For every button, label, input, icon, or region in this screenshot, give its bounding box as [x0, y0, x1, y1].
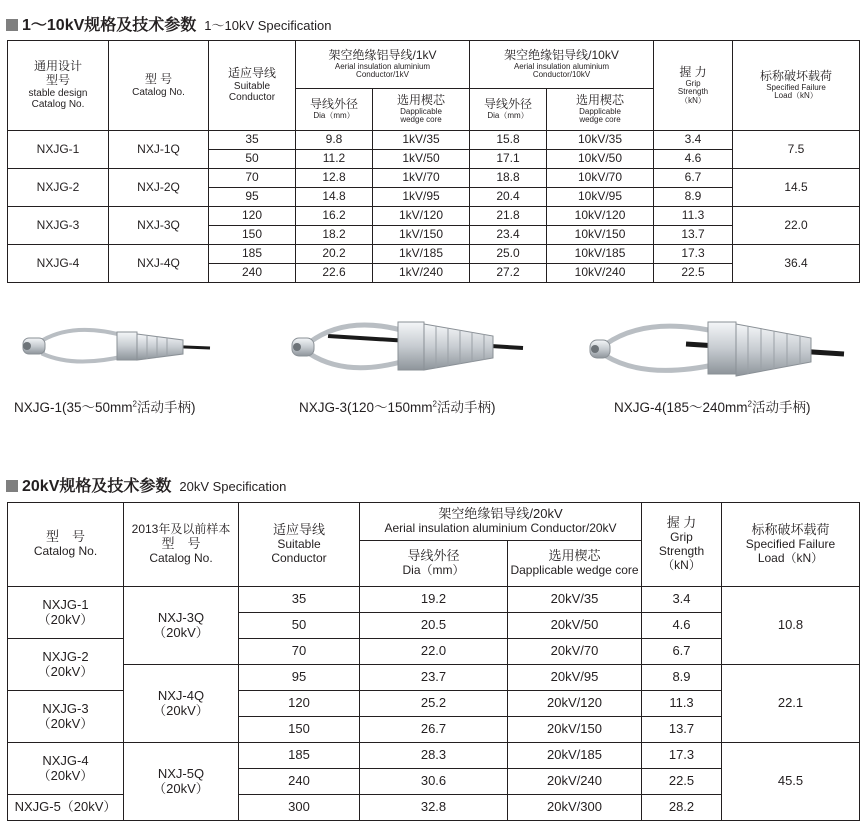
- dia-10kv-cell: 25.0: [470, 245, 547, 264]
- wedge-10kv-cell: 10kV/150: [547, 226, 654, 245]
- wedge-cell: 20kV/120: [508, 691, 642, 717]
- header-failure-load: 标称破坏载荷 Specified Failure Load（kN）: [722, 503, 860, 587]
- grip-cell: 22.5: [654, 264, 733, 283]
- header-group-10kv: 架空绝缘铝导线/10kV Aerial insulation aluminium Conductor/10kV: [470, 41, 654, 89]
- catalog-no-cell: NXJG-1 （20kV）: [8, 587, 124, 639]
- wedge-1kv-cell: 1kV/50: [373, 150, 470, 169]
- wedge-10kv-cell: 10kV/95: [547, 188, 654, 207]
- conductor-cell: 120: [209, 207, 296, 226]
- wedge-10kv-cell: 10kV/240: [547, 264, 654, 283]
- conductor-cell: 240: [239, 769, 360, 795]
- wedge-1kv-cell: 1kV/185: [373, 245, 470, 264]
- dia-cell: 32.8: [360, 795, 508, 821]
- dia-10kv-cell: 20.4: [470, 188, 547, 207]
- catalog-no-cell: NXJ-3Q: [109, 207, 209, 245]
- wedge-10kv-cell: 10kV/50: [547, 150, 654, 169]
- conductor-cell: 35: [209, 131, 296, 150]
- dia-1kv-cell: 11.2: [296, 150, 373, 169]
- grip-cell: 6.7: [654, 169, 733, 188]
- dia-10kv-cell: 23.4: [470, 226, 547, 245]
- wedge-1kv-cell: 1kV/95: [373, 188, 470, 207]
- dia-1kv-cell: 18.2: [296, 226, 373, 245]
- dia-10kv-cell: 18.8: [470, 169, 547, 188]
- conductor-cell: 300: [239, 795, 360, 821]
- section-marker-icon: [6, 19, 18, 31]
- nxjg-4-caption: NXJG-$4(185\sim 240mm^2$活动手柄): [614, 399, 811, 415]
- dia-cell: 28.3: [360, 743, 508, 769]
- grip-cell: 13.7: [654, 226, 733, 245]
- dia-cell: 23.7: [360, 665, 508, 691]
- table-row: [8, 131, 860, 150]
- section1-title-zh: 1～10kV规格及技术参数: [22, 17, 197, 34]
- header-failure-load: 标称破坏载荷 Specified Failure Load（kN）: [733, 41, 860, 131]
- spec-table-20kv: [7, 502, 860, 821]
- conductor-cell: 185: [209, 245, 296, 264]
- table-row: [8, 587, 860, 613]
- section2-title-en: 20kV Specification: [179, 479, 287, 494]
- wedge-10kv-cell: 10kV/120: [547, 207, 654, 226]
- table-row: [8, 665, 860, 691]
- grip-cell: 11.3: [654, 207, 733, 226]
- wedge-cell: 20kV/240: [508, 769, 642, 795]
- wedge-cell: 20kV/50: [508, 613, 642, 639]
- catalog-no-cell: NXJ-1Q: [109, 131, 209, 169]
- design-no-cell: NXJG-2: [8, 169, 109, 207]
- wedge-cell: 20kV/300: [508, 795, 642, 821]
- section2-title: [6, 473, 286, 496]
- wedge-10kv-cell: 10kV/70: [547, 169, 654, 188]
- nxjg-4-clamp-image: [586, 314, 848, 386]
- table-row: [8, 207, 860, 226]
- failure-load-cell: 22.1: [722, 665, 860, 743]
- dia-1kv-cell: 16.2: [296, 207, 373, 226]
- grip-cell: 6.7: [642, 639, 722, 665]
- wedge-cell: 20kV/70: [508, 639, 642, 665]
- nxjg-3-caption: NXJG-$3(120\sim 150mm^2$活动手柄): [299, 399, 496, 415]
- conductor-cell: 70: [209, 169, 296, 188]
- dia-10kv-cell: 15.8: [470, 131, 547, 150]
- grip-cell: 4.6: [654, 150, 733, 169]
- dia-1kv-cell: 20.2: [296, 245, 373, 264]
- dia-cell: 25.2: [360, 691, 508, 717]
- dia-cell: 19.2: [360, 587, 508, 613]
- dia-cell: 26.7: [360, 717, 508, 743]
- wedge-cell: 20kV/35: [508, 587, 642, 613]
- spec-table-1-10kv: [7, 40, 860, 283]
- header-group-1kv: 架空绝缘铝导线/1kV Aerial insulation aluminium Conductor/1kV: [296, 41, 470, 89]
- section2-title-zh: 20kV规格及技术参数: [22, 478, 172, 495]
- header-group-20kv: 架空绝缘铝导线/20kV Aerial insulation aluminium Conductor/20kV: [360, 503, 642, 541]
- catalog-no-cell: NXJG-5（20kV）: [8, 795, 124, 821]
- wedge-10kv-cell: 10kV/35: [547, 131, 654, 150]
- conductor-cell: 50: [239, 613, 360, 639]
- failure-load-cell: 45.5: [722, 743, 860, 821]
- failure-load-cell: 10.8: [722, 587, 860, 665]
- dia-1kv-cell: 9.8: [296, 131, 373, 150]
- wedge-cell: 20kV/95: [508, 665, 642, 691]
- dia-cell: 22.0: [360, 639, 508, 665]
- grip-cell: 4.6: [642, 613, 722, 639]
- section1-title: [6, 12, 331, 35]
- header-wedge-10kv: 选用楔芯 Dapplicable wedge core: [547, 89, 654, 131]
- conductor-cell: 150: [209, 226, 296, 245]
- grip-cell: 3.4: [642, 587, 722, 613]
- old-catalog-cell: NXJ-5Q （20kV）: [124, 743, 239, 821]
- dia-1kv-cell: 12.8: [296, 169, 373, 188]
- grip-cell: 8.9: [642, 665, 722, 691]
- conductor-cell: 95: [239, 665, 360, 691]
- failure-load-cell: 36.4: [733, 245, 860, 283]
- header-conductor: 适应导线 Suitable Conductor: [209, 41, 296, 131]
- wedge-1kv-cell: 1kV/240: [373, 264, 470, 283]
- design-no-cell: NXJG-4: [8, 245, 109, 283]
- table1-header-row-1: [8, 41, 860, 89]
- wedge-1kv-cell: 1kV/150: [373, 226, 470, 245]
- conductor-cell: 70: [239, 639, 360, 665]
- conductor-cell: 95: [209, 188, 296, 207]
- wedge-1kv-cell: 1kV/70: [373, 169, 470, 188]
- header-catalog-no: 型 号 Catalog No.: [8, 503, 124, 587]
- conductor-cell: 185: [239, 743, 360, 769]
- catalog-no-cell: NXJ-4Q: [109, 245, 209, 283]
- conductor-cell: 150: [239, 717, 360, 743]
- header-conductor: 适应导线 Suitable Conductor: [239, 503, 360, 587]
- catalog-no-cell: NXJG-2 （20kV）: [8, 639, 124, 691]
- header-dia-10kv: 导线外径 Dia（mm）: [470, 89, 547, 131]
- nxjg-1-caption: NXJG-$1(35\sim 50mm^2$活动手柄): [14, 399, 196, 415]
- grip-cell: 17.3: [654, 245, 733, 264]
- section-marker-icon: [6, 480, 18, 492]
- header-design-no: 通用设计 型号 stable design Catalog No.: [8, 41, 109, 131]
- conductor-cell: 50: [209, 150, 296, 169]
- old-catalog-cell: NXJ-3Q （20kV）: [124, 587, 239, 665]
- conductor-cell: 120: [239, 691, 360, 717]
- dia-10kv-cell: 17.1: [470, 150, 547, 169]
- dia-1kv-cell: 22.6: [296, 264, 373, 283]
- nxjg-1-clamp-image: [15, 318, 215, 378]
- grip-cell: 13.7: [642, 717, 722, 743]
- table-row: [8, 245, 860, 264]
- wedge-1kv-cell: 1kV/35: [373, 131, 470, 150]
- wedge-10kv-cell: 10kV/185: [547, 245, 654, 264]
- wedge-cell: 20kV/185: [508, 743, 642, 769]
- dia-10kv-cell: 27.2: [470, 264, 547, 283]
- header-old-catalog: 2013年及以前样本 型 号 Catalog No.: [124, 503, 239, 587]
- dia-cell: 20.5: [360, 613, 508, 639]
- grip-cell: 17.3: [642, 743, 722, 769]
- design-no-cell: NXJG-1: [8, 131, 109, 169]
- header-dia: 导线外径 Dia（mm）: [360, 541, 508, 587]
- design-no-cell: NXJG-3: [8, 207, 109, 245]
- catalog-no-cell: NXJG-4 （20kV）: [8, 743, 124, 795]
- grip-cell: 22.5: [642, 769, 722, 795]
- header-wedge: 选用楔芯 Dapplicable wedge core: [508, 541, 642, 587]
- header-grip: 握 力 Grip Strength （kN）: [642, 503, 722, 587]
- section1-title-en: 1～10kV Specification: [204, 18, 332, 33]
- dia-10kv-cell: 21.8: [470, 207, 547, 226]
- grip-cell: 3.4: [654, 131, 733, 150]
- table-row: [8, 169, 860, 188]
- failure-load-cell: 14.5: [733, 169, 860, 207]
- failure-load-cell: 22.0: [733, 207, 860, 245]
- failure-load-cell: 7.5: [733, 131, 860, 169]
- grip-cell: 8.9: [654, 188, 733, 207]
- header-dia-1kv: 导线外径 Dia（mm）: [296, 89, 373, 131]
- conductor-cell: 240: [209, 264, 296, 283]
- wedge-1kv-cell: 1kV/120: [373, 207, 470, 226]
- old-catalog-cell: NXJ-4Q （20kV）: [124, 665, 239, 743]
- table2-header-row-1: [8, 503, 860, 541]
- grip-cell: 28.2: [642, 795, 722, 821]
- nxjg-3-clamp-image: [288, 312, 528, 384]
- dia-1kv-cell: 14.8: [296, 188, 373, 207]
- table-row: [8, 743, 860, 769]
- grip-cell: 11.3: [642, 691, 722, 717]
- header-catalog-no: 型 号 Catalog No.: [109, 41, 209, 131]
- catalog-no-cell: NXJ-2Q: [109, 169, 209, 207]
- catalog-no-cell: NXJG-3 （20kV）: [8, 691, 124, 743]
- conductor-cell: 35: [239, 587, 360, 613]
- wedge-cell: 20kV/150: [508, 717, 642, 743]
- header-wedge-1kv: 选用楔芯 Dapplicable wedge core: [373, 89, 470, 131]
- header-grip: 握 力 Grip Strength （kN）: [654, 41, 733, 131]
- dia-cell: 30.6: [360, 769, 508, 795]
